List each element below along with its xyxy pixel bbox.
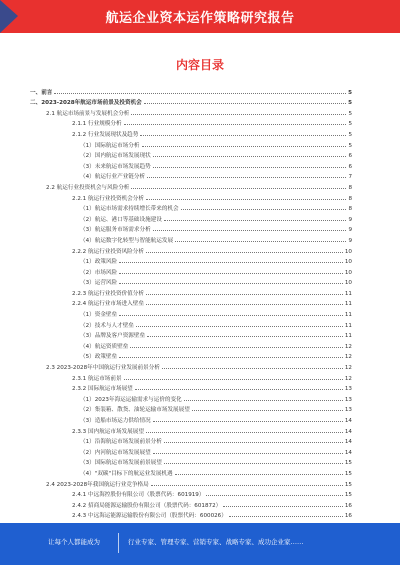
toc-entry-text: 一、前言	[30, 89, 53, 96]
toc-entry-page: 11	[344, 301, 352, 308]
toc-entry[interactable]	[30, 265, 352, 276]
toc-entry-text: 2.3.3 国内航运市场发展展望	[72, 428, 144, 435]
toc-entry[interactable]	[30, 445, 352, 456]
toc-entry-page: 11	[344, 290, 352, 297]
toc-entry[interactable]	[30, 424, 352, 435]
toc-entry-text: 2.4.2 招商局能源运输股份有限公司（股票代码：601872）	[72, 502, 222, 509]
toc-entry-page: 5	[348, 110, 352, 117]
toc-leader-dots	[135, 389, 343, 390]
toc-leader-dots	[164, 220, 347, 221]
header-bar	[0, 0, 400, 33]
toc-entry-text: （2）航运、港口等基础设施建设	[80, 216, 162, 223]
toc-entry-text: （1）2023年海运运输需求与运价的变化	[80, 396, 182, 403]
toc-leader-dots	[146, 432, 343, 433]
toc-entry[interactable]	[30, 329, 352, 340]
toc-entry[interactable]	[30, 180, 352, 191]
toc-entry[interactable]	[30, 350, 352, 361]
toc-entry[interactable]	[30, 318, 352, 329]
toc-entry-text: （3）航运服务市场需求分析	[80, 227, 151, 234]
toc-entry-text: 2.1.1 行业规模分析	[72, 121, 122, 128]
toc-entry[interactable]	[30, 276, 352, 287]
toc-entry[interactable]	[30, 509, 352, 520]
toc-entry[interactable]	[30, 339, 352, 350]
toc-entry-text: 2.3.1 航运市场前景	[72, 375, 122, 382]
toc-entry-text: 2.2 航运行业投资机会与风险分析	[46, 184, 130, 191]
toc-entry-text: 2.2.3 航运行业投资价值分析	[72, 290, 144, 297]
toc-entry-page: 15	[344, 481, 352, 488]
toc-leader-dots	[181, 209, 347, 210]
toc-entry[interactable]	[30, 170, 352, 181]
toc-entry[interactable]	[30, 212, 352, 223]
toc-entry[interactable]	[30, 244, 352, 255]
toc-entry-page: 15	[344, 460, 352, 467]
toc-entry-text: 2.3 2023-2028年中国航运行业发展前景分析	[46, 365, 160, 372]
toc-entry-page: 8	[348, 195, 352, 202]
toc-entry[interactable]	[30, 435, 352, 446]
toc-leader-dots	[119, 283, 343, 284]
toc-entry-text: （4）航运数字化转型与智能航运发展	[80, 237, 174, 244]
toc-entry-text: （3）国际航运市场发展前景展望	[80, 460, 162, 467]
toc-entry-text: （1）沿海航运市场发展前景分析	[80, 439, 162, 446]
toc-entry-page: 13	[344, 396, 352, 403]
toc-entry-page: 16	[344, 513, 352, 520]
toc-entry[interactable]	[30, 382, 352, 393]
toc-entry[interactable]	[30, 477, 352, 488]
toc-leader-dots	[153, 156, 347, 157]
toc-entry[interactable]	[30, 117, 352, 128]
toc-leader-dots	[136, 326, 343, 327]
toc-entry-page: 9	[348, 237, 352, 244]
toc-entry-text: （2）技术与人才壁垒	[80, 322, 134, 329]
toc-entry[interactable]	[30, 307, 352, 318]
toc-entry-page: 14	[344, 428, 352, 435]
table-of-contents	[30, 85, 352, 519]
toc-entry-page: 14	[344, 449, 352, 456]
toc-entry-page: 12	[344, 354, 352, 361]
toc-leader-dots	[54, 93, 346, 94]
toc-entry-page: 6	[348, 153, 352, 160]
toc-entry-page: 9	[348, 216, 352, 223]
header-title: 航运企业资本运作策略研究报告	[105, 11, 295, 26]
toc-leader-dots	[140, 135, 346, 136]
toc-entry-text: （1）资金壁垒	[80, 312, 118, 319]
toc-entry[interactable]	[30, 286, 352, 297]
toc-entry[interactable]	[30, 488, 352, 499]
toc-entry[interactable]	[30, 138, 352, 149]
toc-entry-page: 10	[344, 248, 352, 255]
toc-leader-dots	[119, 315, 343, 316]
toc-entry[interactable]	[30, 96, 352, 107]
toc-entry[interactable]	[30, 392, 352, 403]
toc-entry-text: 2.4.3 中远海运能源运输股份有限公司（股票代码：600026）	[72, 513, 227, 520]
toc-entry-text: （4）航运资质壁垒	[80, 343, 129, 350]
toc-leader-dots	[164, 442, 343, 443]
toc-leader-dots	[131, 114, 346, 115]
toc-entry[interactable]	[30, 202, 352, 213]
toc-entry[interactable]	[30, 85, 352, 96]
toc-entry-page: 11	[344, 312, 352, 319]
toc-entry[interactable]	[30, 456, 352, 467]
toc-leader-dots	[206, 495, 342, 496]
toc-entry-page: 10	[344, 259, 352, 266]
toc-entry[interactable]	[30, 223, 352, 234]
toc-leader-dots	[130, 347, 343, 348]
toc-leader-dots	[146, 304, 343, 305]
toc-entry-text: （1）国际航运市场分析	[80, 142, 140, 149]
toc-leader-dots	[146, 294, 343, 295]
toc-entry[interactable]	[30, 498, 352, 509]
toc-entry-text: 2.4.1 中远海控股份有限公司（股票代码：601919）	[72, 492, 205, 499]
toc-entry[interactable]	[30, 149, 352, 160]
toc-leader-dots	[175, 241, 346, 242]
toc-title: 内容目录	[175, 58, 224, 72]
toc-entry-text: （3）造船市场运力供给情况	[80, 418, 151, 424]
toc-entry-page: 10	[344, 269, 352, 276]
toc-entry-text: （4）"双碳"目标下的航运业发展机遇	[80, 470, 173, 477]
toc-entry[interactable]	[30, 297, 352, 308]
toc-entry-text: （1）政策风险	[80, 259, 118, 266]
toc-leader-dots	[131, 188, 346, 189]
toc-entry[interactable]	[30, 466, 352, 477]
toc-leader-dots	[124, 379, 343, 380]
toc-entry-page: 5	[348, 89, 352, 96]
toc-entry-page: 12	[344, 343, 352, 350]
toc-leader-dots	[162, 368, 343, 369]
toc-entry-text: 2.2.4 航运行业市场进入壁垒	[72, 301, 144, 308]
toc-leader-dots	[151, 485, 343, 486]
toc-entry[interactable]	[30, 255, 352, 266]
toc-entry-page: 12	[344, 375, 352, 382]
toc-entry-text: （5）政策壁垒	[80, 354, 118, 361]
toc-entry-text: （3）运营风险	[80, 280, 118, 287]
toc-entry[interactable]	[30, 191, 352, 202]
toc-entry-text: （2）市场风险	[80, 269, 118, 276]
toc-leader-dots	[192, 410, 343, 411]
toc-entry[interactable]	[30, 127, 352, 138]
toc-leader-dots	[175, 474, 343, 475]
footer-slogan-left: 让每个人都能成为	[48, 538, 100, 546]
toc-entry[interactable]	[30, 371, 352, 382]
toc-entry[interactable]	[30, 403, 352, 414]
toc-entry-page: 5	[348, 121, 352, 128]
toc-entry-text: （3）品牌及客户资源壁垒	[80, 333, 146, 340]
toc-entry-text: 2.1.2 行业发展现状及趋势	[72, 131, 139, 138]
toc-entry-page: 8	[348, 184, 352, 191]
toc-entry-text: 2.2.2 航运行业投资风险分析	[72, 248, 144, 255]
toc-leader-dots	[124, 124, 347, 125]
footer-banner	[0, 523, 400, 565]
toc-leader-dots	[153, 167, 347, 168]
toc-entry[interactable]	[30, 413, 352, 424]
toc-entry-page: 15	[344, 492, 352, 499]
toc-leader-dots	[153, 230, 347, 231]
toc-entry-page: 8	[348, 206, 352, 213]
toc-leader-dots	[153, 453, 343, 454]
toc-entry-text: （2）内河航运市场发展展望	[80, 449, 151, 456]
toc-entry-page: 11	[344, 322, 352, 329]
toc-entry-page: 13	[344, 386, 352, 393]
toc-entry-page: 10	[344, 280, 352, 287]
toc-entry-text: 2.2.1 航运行业投资机会分析	[72, 195, 144, 202]
footer-slogan-right: 行业专家、管理专家、营销专家、战略专家、成功企业家……	[128, 538, 304, 546]
toc-entry-page: 5	[348, 131, 352, 138]
toc-entry-text: （2）国内航运市场发展现状	[80, 153, 151, 160]
toc-entry-text: （2）集装箱、散货、油轮运输市场发展展望	[80, 407, 190, 414]
toc-entry-page: 12	[344, 365, 352, 372]
toc-entry[interactable]	[30, 106, 352, 117]
toc-leader-dots	[146, 199, 346, 200]
toc-leader-dots	[142, 146, 347, 147]
toc-entry-page: 5	[348, 100, 352, 107]
toc-entry-page: 6	[348, 163, 352, 170]
toc-entry-text: （1）航运市场需求持续增长带来的机会	[80, 206, 179, 213]
toc-leader-dots	[144, 103, 346, 104]
toc-entry-page: 14	[344, 439, 352, 446]
toc-entry-page: 16	[344, 502, 352, 509]
toc-entry[interactable]	[30, 159, 352, 170]
toc-leader-dots	[119, 357, 343, 358]
toc-entry-page: 15	[344, 470, 352, 477]
toc-leader-dots	[119, 273, 343, 274]
toc-leader-dots	[229, 516, 343, 517]
toc-leader-dots	[146, 252, 343, 253]
toc-entry-page: 13	[344, 407, 352, 414]
toc-leader-dots	[164, 463, 343, 464]
toc-entry-text: 2.4 2023-2028年我国航运行业竞争格局	[46, 481, 149, 488]
toc-entry[interactable]	[30, 360, 352, 371]
toc-entry-text: （3）未来航运市场发展趋势	[80, 163, 151, 170]
toc-entry-text: 2.1 航运市场前景与发展机会分析	[46, 110, 130, 117]
toc-entry-page: 7	[348, 174, 352, 181]
toc-entry-page: 5	[348, 142, 352, 149]
toc-leader-dots	[153, 421, 343, 422]
toc-leader-dots	[184, 400, 343, 401]
toc-leader-dots	[147, 177, 346, 178]
footer-divider	[118, 533, 119, 553]
toc-entry-page: 11	[344, 333, 352, 340]
toc-entry-text: 2.3.2 国际航运市场展望	[72, 386, 133, 393]
toc-leader-dots	[223, 506, 343, 507]
toc-entry-text: 二、2023-2028年航运市场前景及投资机会	[30, 100, 142, 107]
toc-leader-dots	[147, 336, 343, 337]
toc-entry-page: 14	[344, 418, 352, 424]
toc-leader-dots	[119, 262, 343, 263]
toc-entry-text: （4）航运行业产业链分析	[80, 174, 146, 181]
toc-entry[interactable]	[30, 233, 352, 244]
toc-entry-page: 9	[348, 227, 352, 234]
